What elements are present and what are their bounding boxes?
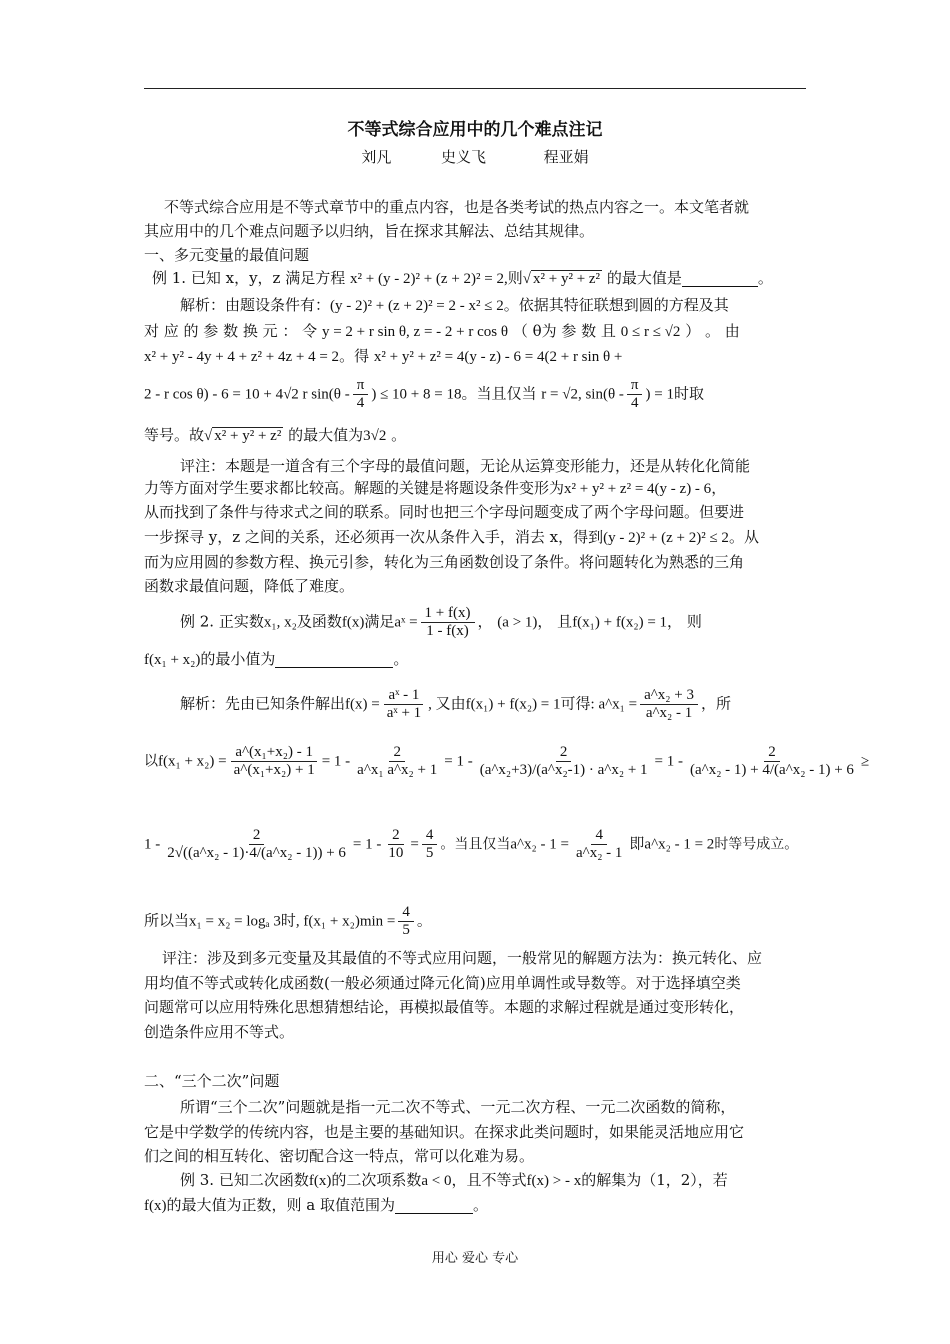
answer-blank-3 xyxy=(395,1198,473,1214)
com1-l2c: ， xyxy=(711,479,727,497)
solution-2-line-4 xyxy=(144,905,432,938)
sol2-f8-den: a^x₂ - 1 xyxy=(576,845,623,861)
section-2-line-3: 们之间的相互转化、密切配合这一特点，常可以化难为易。 xyxy=(144,1147,535,1165)
sol2-f9-num: 4 xyxy=(398,905,414,922)
comment-1-line-5: 而为应用圆的参数方程、换元引参，转化为三角函数创设了条件。将问题转化为熟悉的三角 xyxy=(144,553,745,571)
example-2-line-2 xyxy=(144,652,408,668)
ex2-l1h: f(x₁) + f(x₂) = 1 xyxy=(572,614,668,631)
comment-1-line-4 xyxy=(144,530,759,546)
section-2-line-2: 它是中学数学的传统内容，也是主要的基础知识。在探求此类问题时，如果能灵活地应用它 xyxy=(144,1123,745,1141)
sol2-f1-num: a^(x₁+x₂) - 1 xyxy=(231,745,317,762)
sol2-f5-num: 2 xyxy=(249,828,265,845)
sol2-f2-num: 2 xyxy=(389,745,405,762)
sol1-l5a: 等号。故 xyxy=(144,426,205,444)
comment-1-line-1: 评注：本题是一道含有三个字母的最值问题，无论从运算变形能力，还是从转化化简能 xyxy=(180,457,751,475)
ex2-l1e: ， xyxy=(477,612,493,631)
ex3-l2c: 。 xyxy=(472,1196,488,1214)
ex2-l2a: f(x₁ + x₂) xyxy=(144,652,201,668)
sol1-pi-2: π xyxy=(627,378,643,395)
comment-2-line-3: 问题常可以应用特殊化思想猜想结论，再模拟最值等。本题的求解过程就是通过变形转化， xyxy=(144,998,745,1016)
sol2-l3f: 即a^x₂ - 1 = 2 xyxy=(629,836,715,853)
ex2-l1a: 例 2. 正实数 xyxy=(180,612,264,631)
sol2-l4a: 所以当 xyxy=(144,911,190,930)
sol2-f4-den: (a^x₂ - 1) + 4/(a^x₂ - 1) + 6 xyxy=(690,762,854,778)
sol2-l3a: 1 - xyxy=(144,836,161,853)
sol1-l1a: 解析：由题设条件有： xyxy=(180,296,331,314)
ex2-l2b: 的最小值为 xyxy=(200,650,276,668)
sol2-f7-den: 5 xyxy=(425,845,434,861)
author-1: 刘凡 xyxy=(361,148,392,166)
ex2-l2c: 。 xyxy=(393,650,409,668)
example-1-equation: x² + (y - 2)² + (z + 2)² = 2, xyxy=(350,271,508,287)
solution-2-line-2 xyxy=(144,745,869,778)
ex3-l1b: f(x) xyxy=(308,1173,332,1189)
sol2-l2a: 以 xyxy=(144,753,158,770)
sol2-l3e: a^x₂ - 1 = xyxy=(510,836,569,853)
solution-2-line-3 xyxy=(144,828,798,861)
comment-2-line-2: 用均值不等式或转化成函数(一般必须通过降元化简)应用单调性或导数等。对于选择填空类 xyxy=(144,974,741,992)
sol1-four-2: 4 xyxy=(630,395,639,411)
ex3-l1c: 的二次项系数 xyxy=(331,1171,422,1189)
ex2-l1g: ， 且 xyxy=(537,612,573,631)
sol1-l5c: 3√2 xyxy=(363,428,387,444)
example-2-line-1 xyxy=(180,606,702,639)
sol2-frac2-num: a^x₂ + 3 xyxy=(640,688,698,705)
comment-1-line-3: 从而找到了条件与待求式之间的联系。同时也把三个字母问题变成了两个字母问题。但要进 xyxy=(144,503,745,521)
sol2-l3c: = xyxy=(410,836,419,853)
document-title: 不等式综合应用中的几个难点注记 xyxy=(347,120,603,140)
sol2-l1b: f(x) = xyxy=(345,696,380,713)
example-1-radicand: x² + y² + z² xyxy=(532,271,601,287)
solution-2-line-1 xyxy=(180,688,731,721)
sol1-l4b: ) ≤ 10 + 8 = 18 xyxy=(371,386,462,403)
sol1-l3b: 。得 xyxy=(339,347,370,365)
com1-l4b: (y - 2)² + (z + 2)² ≤ 2 xyxy=(603,530,729,546)
sol1-l5b: 的最大值为 xyxy=(288,426,364,444)
sol2-eq1: = 1 - xyxy=(321,753,351,770)
section-2-title: 二、“三个二次”问题 xyxy=(144,1072,280,1090)
comment-2-line-1: 评注：涉及到多元变量及其最值的不等式应用问题，一般常见的解题方法为：换元转化、应 xyxy=(162,949,763,967)
com1-l4a: 一步探寻 y，z 之间的关系，还必须再一次从条件入手，消去 x，得到 xyxy=(144,528,604,546)
sol1-l3a: x² + y² - 4y + 4 + z² + 4z + 4 = 2 xyxy=(144,349,340,365)
intro-line-2: 其应用中的几个难点问题予以归纳，旨在探求其解法、总结其规律。 xyxy=(144,222,595,240)
sol2-l3d: 。当且仅当 xyxy=(440,836,511,853)
solution-1-line-2 xyxy=(144,324,740,340)
sol1-l4f: 时取 xyxy=(673,384,704,403)
sol2-f6-num: 2 xyxy=(388,828,404,845)
example-1-suffix: 的最大值是 xyxy=(606,269,682,287)
ex2-l1d: f(x)满足aˣ = xyxy=(341,614,418,631)
sol2-eq3: = 1 - xyxy=(654,753,684,770)
ex3-l1f: f(x) > - x xyxy=(526,1173,582,1189)
sol2-f6-den: 10 xyxy=(388,845,404,861)
comment-1-line-6: 函数求最值问题，降低了难度。 xyxy=(144,577,355,595)
sol2-eq2: = 1 - xyxy=(444,753,473,770)
sol2-l2b: f(x₁ + x₂) = xyxy=(158,753,227,770)
ex2-l1f: (a > 1) xyxy=(497,614,538,631)
sol2-f3-den: (a^x₂+3)/(a^x₂-1) · a^x₂ + 1 xyxy=(479,762,648,778)
comment-2-line-4: 创造条件应用不等式。 xyxy=(144,1023,295,1041)
sol2-ge: ≥ xyxy=(860,753,870,770)
solution-1-line-5: 等号。故√ x² + y² + z² 的最大值为3√2 。 xyxy=(144,426,407,444)
author-2: 史义飞 xyxy=(440,148,486,166)
comment-1-line-2 xyxy=(144,481,726,497)
section-1-title: 一、多元变量的最值问题 xyxy=(144,246,310,264)
ex3-l1d: a < 0 xyxy=(421,1173,452,1189)
sol1-l2a: 对 应 的 参 数 换 元 ： 令 xyxy=(144,322,318,340)
sol2-l4c: 。 xyxy=(416,911,432,930)
ex3-l2a: f(x) xyxy=(144,1198,167,1214)
com1-l4c: 。从 xyxy=(728,528,759,546)
example-1-then: 则 xyxy=(507,269,523,287)
sol1-l1c: 。依据其特征联想到圆的方程及其 xyxy=(503,296,729,314)
ex2-l1i: ， 则 xyxy=(667,612,702,631)
sol2-l3b: = 1 - xyxy=(352,836,382,853)
section-2-line-1: 所谓“三个二次”问题就是指一元二次不等式、一元二次方程、一元二次函数的简称， xyxy=(180,1098,736,1116)
page-footer: 用心 爱心 专心 xyxy=(431,1251,519,1266)
sol2-f8-num: 4 xyxy=(591,828,607,845)
solution-1-line-1 xyxy=(180,298,729,314)
example-1-end: 。 xyxy=(757,269,773,287)
sol1-l2d: 0 ≤ r ≤ √2 xyxy=(620,324,681,340)
sol2-l3g: 时等号成立。 xyxy=(714,836,799,853)
answer-blank-1 xyxy=(682,271,758,287)
sol1-l2c: （ θ为 参 数 且 xyxy=(512,322,616,340)
example-3-line-2 xyxy=(144,1198,488,1214)
example-3-line-1 xyxy=(180,1173,728,1189)
ex2-l1c: 及函数 xyxy=(296,612,342,631)
sol2-f4-num: 2 xyxy=(764,745,780,762)
solution-1-line-3 xyxy=(144,349,622,365)
authors xyxy=(0,150,950,165)
author-3: 程亚娟 xyxy=(543,148,589,166)
sol2-frac1-num: aˣ - 1 xyxy=(384,688,423,705)
ex2-l1b: x₁, x₂ xyxy=(263,614,297,631)
ex2-frac-num: 1 + f(x) xyxy=(421,606,475,623)
sol1-l1b: (y - 2)² + (z + 2)² = 2 - x² ≤ 2 xyxy=(330,298,504,314)
ex3-l1g: 的解集为（1，2），若 xyxy=(581,1171,728,1189)
sol1-l4e: ) = 1 xyxy=(645,386,674,403)
sol1-l2b: y = 2 + r sin θ, z = - 2 + r cos θ xyxy=(321,324,509,340)
intro-line-1: 不等式综合应用是不等式章节中的重点内容，也是各类考试的热点内容之一。本文笔者就 xyxy=(164,198,750,216)
example-1: 例 1. 已知 x，y，z 满足方程 x² + (y - 2)² + (z + 2)² = 2,则√ x² + y² + z² 的最大值是 。 xyxy=(152,269,773,287)
sol1-l5rad: x² + y² + z² xyxy=(214,428,282,444)
sol1-four-1: 4 xyxy=(356,395,365,411)
header-rule xyxy=(144,88,806,89)
sol1-l3c: x² + y² + z² = 4(y - z) - 6 = 4(2 + r sin θ + xyxy=(373,349,623,365)
sol2-l1c: , 又由f(x₁) + f(x₂) = 1可得: a^x₁ = xyxy=(428,696,638,713)
sol2-l4b: x₁ = x₂ = logₐ 3时, f(x₁ + x₂)min = xyxy=(189,913,396,930)
sol2-f5-den: 2√((a^x₂ - 1)·4/(a^x₂ - 1)) + 6 xyxy=(167,845,346,861)
sol1-pi-1: π xyxy=(353,378,369,395)
answer-blank-2 xyxy=(275,652,393,668)
sol2-l1a: 解析：先由已知条件解出 xyxy=(180,694,346,713)
example-1-prefix: 例 1. 已知 x，y，z 满足方程 xyxy=(152,269,346,287)
sol2-f9-den: 5 xyxy=(402,922,410,938)
sol1-l4a: 2 - r cos θ) - 6 = 10 + 4√2 r sin(θ - xyxy=(144,386,350,403)
ex2-frac-den: 1 - f(x) xyxy=(426,623,469,639)
sol1-l4d: r = √2, sin(θ - xyxy=(541,386,624,403)
ex3-l1e: ，且不等式 xyxy=(451,1171,527,1189)
sol2-frac2-den: a^x₂ - 1 xyxy=(645,705,693,721)
sol2-f7-num: 4 xyxy=(422,828,438,845)
solution-1-line-4 xyxy=(144,378,704,411)
sol2-f3-num: 2 xyxy=(556,745,572,762)
sol2-frac1-den: aˣ + 1 xyxy=(386,705,422,721)
sol1-l4c: 。当且仅当 xyxy=(461,384,537,403)
sol2-f2-den: a^x₁ a^x₂ + 1 xyxy=(357,762,438,778)
ex3-l2b: 的最大值为正数，则 a 取值范围为 xyxy=(166,1196,395,1214)
sol1-l2e: ） 。 由 xyxy=(685,322,740,340)
sol2-f1-den: a^(x₁+x₂) + 1 xyxy=(233,762,315,778)
sol2-l1d: ，所 xyxy=(700,694,731,713)
com1-l2a: 力等方面对学生要求都比较高。解题的关键是将题设条件变形为 xyxy=(144,479,565,497)
sol1-l5d: 。 xyxy=(391,426,407,444)
ex3-l1a: 例 3. 已知二次函数 xyxy=(180,1171,309,1189)
com1-l2b: x² + y² + z² = 4(y - z) - 6 xyxy=(564,481,712,497)
